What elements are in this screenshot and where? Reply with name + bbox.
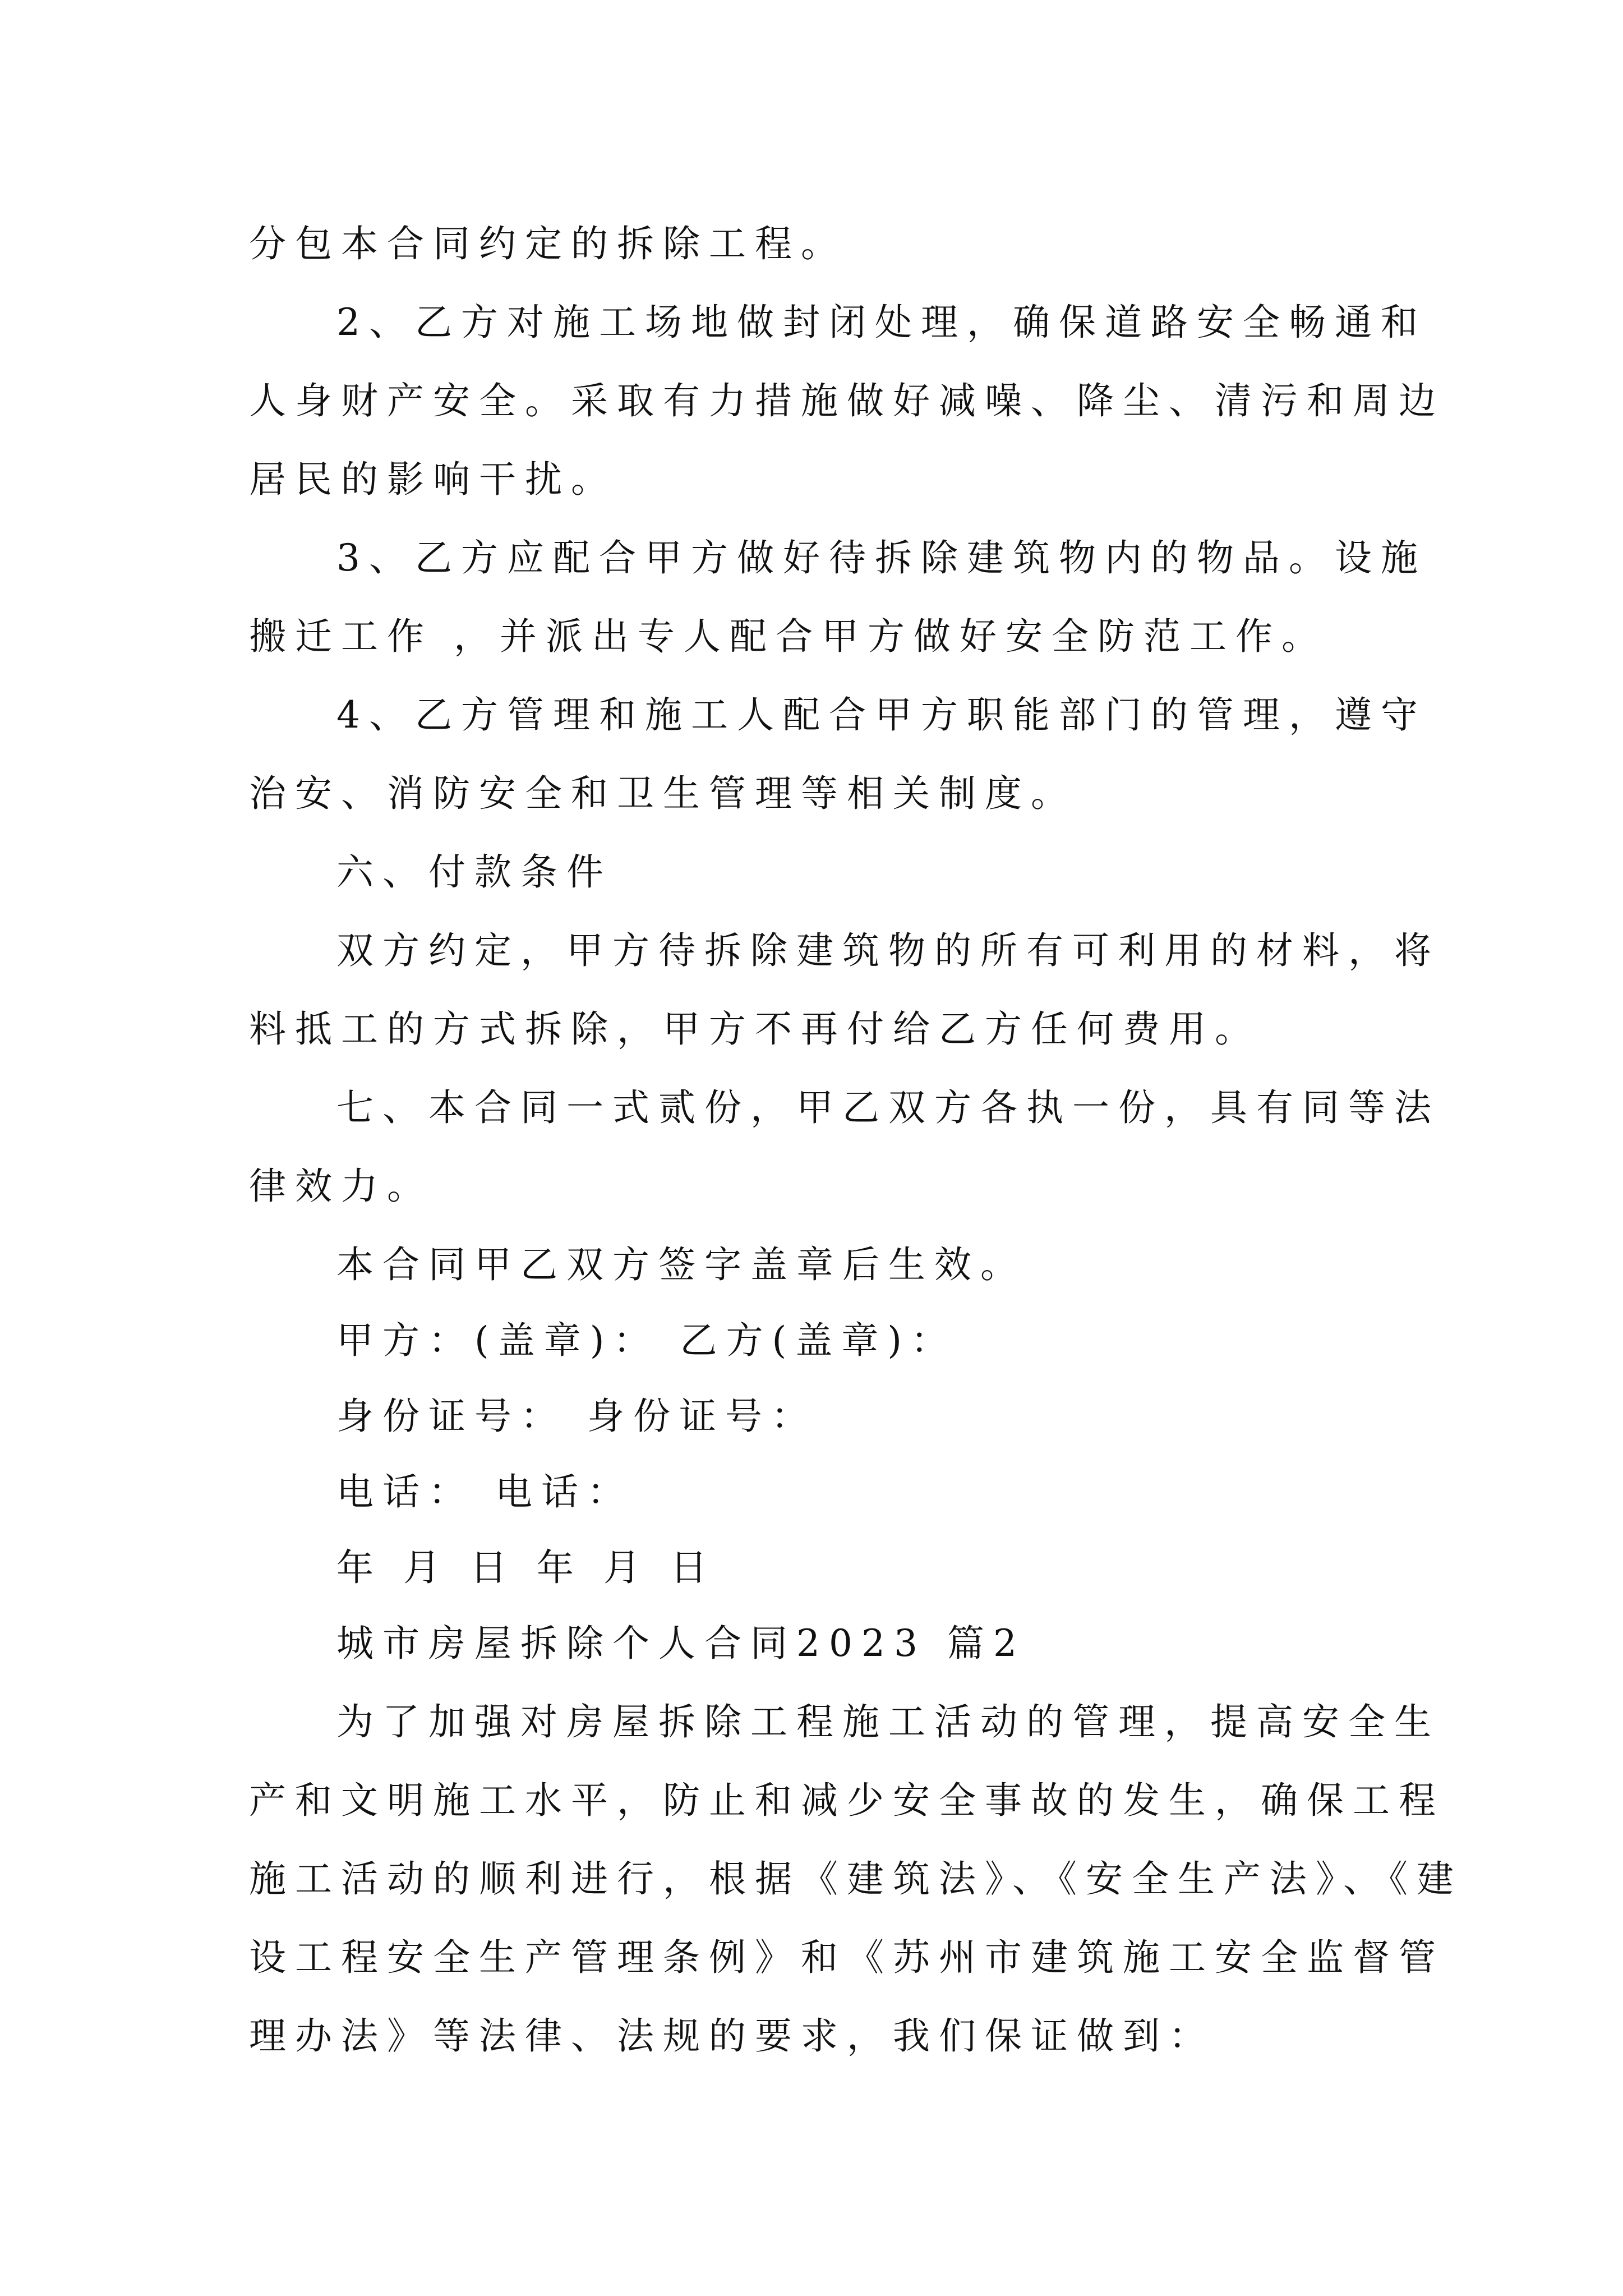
text-line: 居民的影响干扰。 — [249, 458, 617, 501]
text-line: 设工程安全生产管理条例》和《苏州市建筑施工安全监督管 — [249, 1936, 1445, 1979]
text-line: 料抵工的方式拆除，甲方不再付给乙方任何费用。 — [249, 1007, 1261, 1051]
signature-line: 甲方：(盖章)： 乙方(盖章)： — [336, 1319, 957, 1362]
phone-line: 电话： 电话： — [336, 1470, 633, 1513]
text-line: 3、乙方应配合甲方做好待拆除建筑物内的物品。设施 — [336, 536, 1427, 579]
text-line: 为了加强对房屋拆除工程施工活动的管理，提高安全生 — [336, 1700, 1440, 1743]
text-line: 本合同甲乙双方签字盖章后生效。 — [336, 1243, 1026, 1286]
text-line: 双方约定，甲方待拆除建筑物的所有可利用的材料，将 — [336, 929, 1440, 972]
text-line: 理办法》等法律、法规的要求，我们保证做到： — [249, 2014, 1215, 2058]
text-line: 施工活动的顺利进行，根据《建筑法》、《安全生产法》、《建 — [249, 1857, 1463, 1901]
text-line: 七、本合同一式贰份，甲乙双方各执一份，具有同等法 — [336, 1086, 1440, 1129]
text-line: 产和文明施工水平，防止和减少安全事故的发生，确保工程 — [249, 1779, 1445, 1822]
text-line: 分包本合同约定的拆除工程。 — [249, 222, 847, 265]
text-line: 搬迁工作 ，并派出专人配合甲方做好安全防范工作。 — [249, 615, 1327, 658]
text-line: 治安、消防安全和卫生管理等相关制度。 — [249, 772, 1077, 815]
section-title: 城市房屋拆除个人合同2023 篇2 — [336, 1622, 1026, 1665]
text-line: 律效力。 — [249, 1165, 433, 1208]
text-line: 2、乙方对施工场地做封闭处理，确保道路安全畅通和 — [336, 301, 1427, 344]
section-heading: 六、付款条件 — [336, 850, 612, 894]
date-line: 年 月 日 年 月 日 — [336, 1546, 716, 1589]
text-line: 4、乙方管理和施工人配合甲方职能部门的管理，遵守 — [336, 693, 1427, 737]
id-number-line: 身份证号： 身份证号： — [336, 1395, 817, 1438]
text-line: 人身财产安全。采取有力措施做好减噪、降尘、清污和周边 — [249, 379, 1445, 422]
